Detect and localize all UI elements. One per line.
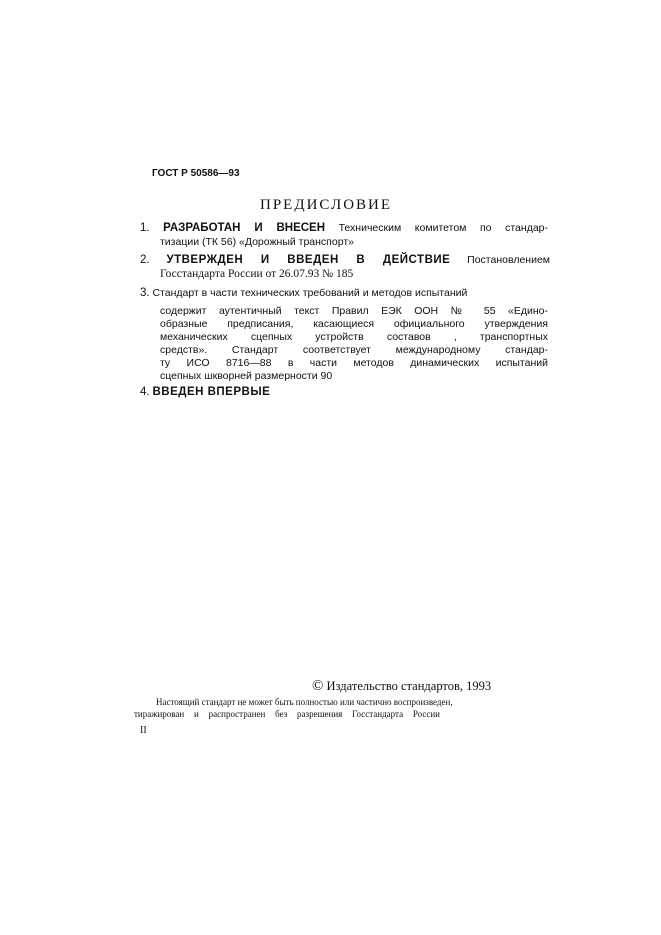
reprint-notice: тиражирован и распространен без разрешения Госстандарта России [134, 709, 440, 719]
item-text: Госстандарта России от 26.07.93 № 185 [160, 268, 354, 280]
copyright-icon: © [312, 678, 324, 694]
item-lead: РАЗРАБОТАН И ВНЕСЕН [163, 222, 326, 234]
document-code: ГОСТ Р 50586—93 [152, 168, 240, 179]
item-text: Техническим комитетом по стандар- [338, 222, 549, 234]
item-number: 3. [140, 287, 150, 299]
reprint-notice: Настоящий стандарт не может быть полностью или частично воспроизведен, [156, 697, 453, 707]
section-title: ПРЕДИСЛОВИЕ [260, 197, 393, 213]
item-number: 1. [140, 222, 150, 234]
item-lead: ВВЕДЕН ВПЕРВЫЕ [152, 386, 271, 398]
page-number: II [140, 725, 147, 736]
item-number: 4. [140, 386, 150, 398]
item-text: содержит аутентичный текст Правил ЕЭК ООН № 55 «Едино- [160, 305, 548, 317]
copyright-text: Издательство стандартов, 1993 [326, 679, 492, 693]
item-text: Стандарт в части технических требований и методов испытаний [152, 287, 468, 299]
item-text: средств». Стандарт соответствует международному стандар- [160, 344, 548, 356]
list-item [140, 386, 270, 399]
item-text: тизации (ТК 56) «Дорожный транспорт» [160, 236, 354, 248]
item-text: ту ИСО 8716—88 в части методов динамических испытаний [160, 357, 548, 369]
item-text: механических сцепных устройств составов , транспортных [160, 331, 548, 343]
item-lead: УТВЕРЖДЕН И ВВЕДЕН В ДЕЙСТВИЕ [166, 254, 451, 266]
item-text: Постановлением [467, 254, 551, 266]
copyright [312, 680, 491, 693]
item-text: сцепных шкворней размерности 90 [160, 370, 333, 382]
item-number: 2. [140, 254, 150, 266]
item-text: образные предписания, касающиеся официального утверждения [160, 318, 548, 330]
